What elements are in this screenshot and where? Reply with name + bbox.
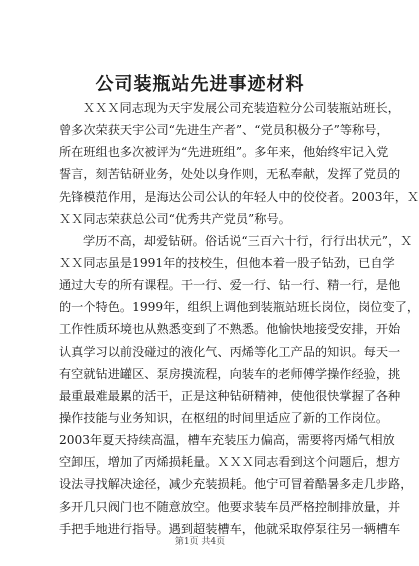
paragraph-line: 工作性质环境也从熟悉变到了不熟悉。他愉快地接受安排，开始 <box>59 322 401 337</box>
document-title: 公司装瓶站先进事迹材料 <box>95 74 305 95</box>
paragraph-line: 2003年夏天持续高温，槽车充装压力偏高，需要将丙烯气相放 <box>59 433 395 448</box>
paragraph-line: ＸＸＸ同志现为天宇发展公司充装造粒分公司装瓶站班长， <box>83 101 400 115</box>
paragraph-line: 的一个特色。1999年，组织上调他到装瓶站班长岗位，岗位变了， <box>59 300 419 315</box>
paragraph-line: 先锋模范作用，是海达公司公认的年轻人中的佼佼者。2003年，Ｘ <box>59 189 419 204</box>
paragraph-line: ＸＸ同志荣获总公司“优秀共产党员”称号。 <box>59 211 291 226</box>
paragraph-line: 曾多次荣获天宇公司“先进生产者”、“党员积极分子”等称号， <box>59 123 389 138</box>
page-footer: 第1页 共4页 <box>174 537 226 547</box>
paragraph-line: 誓言，刻苦钻研业务，处处以身作则，无私奉献，发挥了党员的 <box>59 167 401 182</box>
paragraph-line: 手把手地进行指导。遇到超装槽车，他就采取停泵往另一辆槽车 <box>59 521 401 536</box>
paragraph-line: 认真学习以前没碰过的液化气、丙烯等化工产品的知识。每天一 <box>59 344 401 359</box>
paragraph-line: ＸＸ同志虽是1991年的技校生，但他本着一股子钻劲，已自学 <box>59 255 395 270</box>
paragraph-line: 多开几只阀门也不随意放空。他要求装车员严格控制排放量，并 <box>59 499 401 514</box>
document-body <box>59 97 419 540</box>
paragraph-line: 空卸压，增加了丙烯损耗量。ＸＸＸ同志看到这个问题后，想方 <box>59 455 401 470</box>
paragraph-line: 最重最难最累的活干，正是这种钻研精神，使他很快掌握了各种 <box>59 388 401 403</box>
paragraph-line: 通过大专的所有课程。干一行、爱一行、钻一行、精一行，是他 <box>59 278 401 293</box>
paragraph-line: 设法寻找解决途径，减少充装损耗。他宁可冒着酷暑多走几步路， <box>59 477 413 492</box>
paragraph-line: 所在班组也多次被评为“先进班组”。多年来，他始终牢记入党 <box>59 145 389 160</box>
paragraph-line: 有空就钻进罐区、泵房摸流程，向装车的老师傅学操作经验，挑 <box>59 366 401 381</box>
paragraph-line: 学历不高，却爱钻研。俗话说“三百六十行，行行出状元”，Ｘ <box>83 233 413 248</box>
paragraph-line: 操作技能与业务知识，在枢纽的时间里适应了新的工作岗位。 <box>59 410 389 425</box>
